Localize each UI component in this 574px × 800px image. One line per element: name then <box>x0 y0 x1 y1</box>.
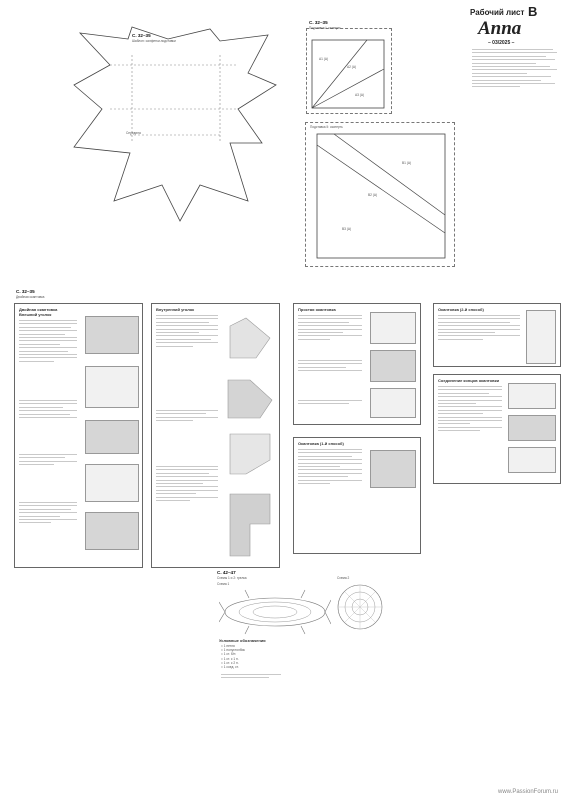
star-pattern-title: С. 32–35 <box>132 33 151 38</box>
legend-item: = 1 ст. б/н <box>221 652 236 657</box>
legend-item: = 1 соед. ст. <box>221 665 239 670</box>
binding-column-1 <box>14 303 143 568</box>
magazine-logo: Anna <box>478 18 522 39</box>
col1-subtitle: Внешний уголок <box>19 312 52 317</box>
crochet-subtitle: Схемы 1 и 2: грелка <box>217 576 247 580</box>
col1-text-3 <box>19 454 77 468</box>
col1-illustration-1 <box>85 316 139 354</box>
col2-text-1 <box>156 315 218 349</box>
footer-url: www.PassionForum.ru <box>498 789 559 795</box>
col4a-illustration-1 <box>526 310 556 364</box>
star-pattern-note: Середина <box>126 131 141 135</box>
star-pattern-subtitle: Шаблон: салфетки-подставки <box>132 39 176 43</box>
star-pattern <box>70 25 280 225</box>
potholder2-label-b2: B2 (A) <box>368 193 378 197</box>
scheme1-diagram <box>219 588 331 636</box>
col4b-illustration-1 <box>508 383 556 409</box>
scheme1-label: Схема 1 <box>217 582 230 586</box>
sheet-header <box>470 6 568 101</box>
potholder2-subtitle: Подставка II: скатерть <box>310 125 343 129</box>
sheet-letter: В <box>528 4 538 19</box>
col4b-illustration-3 <box>508 447 556 473</box>
col1-illustration-3 <box>85 420 139 454</box>
legend-list <box>221 644 331 669</box>
col3a-title: Простая окантовка <box>298 307 336 312</box>
legend-item: = 1 ст. с 2 н. <box>221 660 239 665</box>
col4b-title: Соединение концов окантовки <box>438 378 500 383</box>
scheme2-label: Схема 2 <box>337 576 350 580</box>
potholder1-subtitle: Подставка I: скатерть <box>309 26 341 30</box>
issue-number: – 03/2025 – <box>488 40 515 46</box>
legend-item: = 1 полустолбик <box>221 648 245 653</box>
col3a-illustration-1 <box>370 312 416 344</box>
col3b-illustration-1 <box>370 450 416 488</box>
potholder1-label-a3: A3 (A) <box>355 93 365 97</box>
potholder1-label-a2: A2 (A) <box>347 65 357 69</box>
col2-text-2 <box>156 410 218 424</box>
potholder1-diagram <box>311 39 385 109</box>
crochet-title: С. 42–47 <box>217 570 236 575</box>
col2-corner-illustration-1 <box>226 316 274 362</box>
binding-column-4b <box>433 374 561 484</box>
binding-section-title: С. 32–35 <box>16 289 35 294</box>
potholder1-title: С. 32–35 <box>309 20 328 25</box>
potholder1-frame <box>306 20 392 114</box>
imprint-text <box>472 49 564 90</box>
col4a-text-1 <box>438 315 520 342</box>
star-pattern-outline <box>70 25 280 225</box>
binding-column-3b <box>293 437 421 554</box>
col1-text-2 <box>19 400 77 420</box>
legend-title: Условные обозначения <box>219 638 266 643</box>
binding-column-2 <box>151 303 280 568</box>
potholder2-label-b3: B3 (A) <box>342 227 352 231</box>
col1-illustration-5 <box>85 512 139 550</box>
col1-title: Двойная окантовка <box>19 307 58 312</box>
col2-text-3 <box>156 466 218 503</box>
col3a-illustration-2 <box>370 350 416 382</box>
col4b-illustration-2 <box>508 415 556 441</box>
col3b-title: Окантовка (1-й способ) <box>298 441 344 446</box>
legend-item: = 1 ст. с 1 н. <box>221 656 239 661</box>
binding-column-4 <box>433 303 561 367</box>
col1-text-1 <box>19 320 77 364</box>
binding-column-3 <box>293 303 421 425</box>
col2-corner-illustration-2 <box>226 374 274 420</box>
potholder2-label-b1: B1 (A) <box>402 161 412 165</box>
col3a-text-3 <box>298 400 362 407</box>
col2-corner-illustration-3 <box>226 430 274 476</box>
col2-corner-illustration-4 <box>226 490 274 560</box>
binding-section-subtitle: Двойная окантовка <box>16 295 45 299</box>
potholder2-frame <box>305 122 455 267</box>
col2-title: Внутренний уголок <box>156 307 195 312</box>
sheet-label: Рабочий лист <box>470 8 525 17</box>
col3b-text-1 <box>298 449 362 486</box>
col1-text-4 <box>19 502 77 526</box>
col1-illustration-2 <box>85 366 139 408</box>
potholder1-label-a1: A1 (A) <box>319 57 329 61</box>
col1-illustration-4 <box>85 464 139 502</box>
col4b-text-1 <box>438 386 502 433</box>
crochet-section <box>215 570 390 730</box>
col4a-title: Окантовка (2-й способ) <box>438 307 484 312</box>
col3a-text-1 <box>298 315 362 342</box>
legend-item: = 1 петля <box>221 644 235 648</box>
legend-note <box>221 674 281 681</box>
col3a-illustration-3 <box>370 388 416 418</box>
potholder2-diagram <box>316 133 446 259</box>
scheme2-diagram <box>335 582 385 632</box>
col3a-text-2 <box>298 360 362 374</box>
